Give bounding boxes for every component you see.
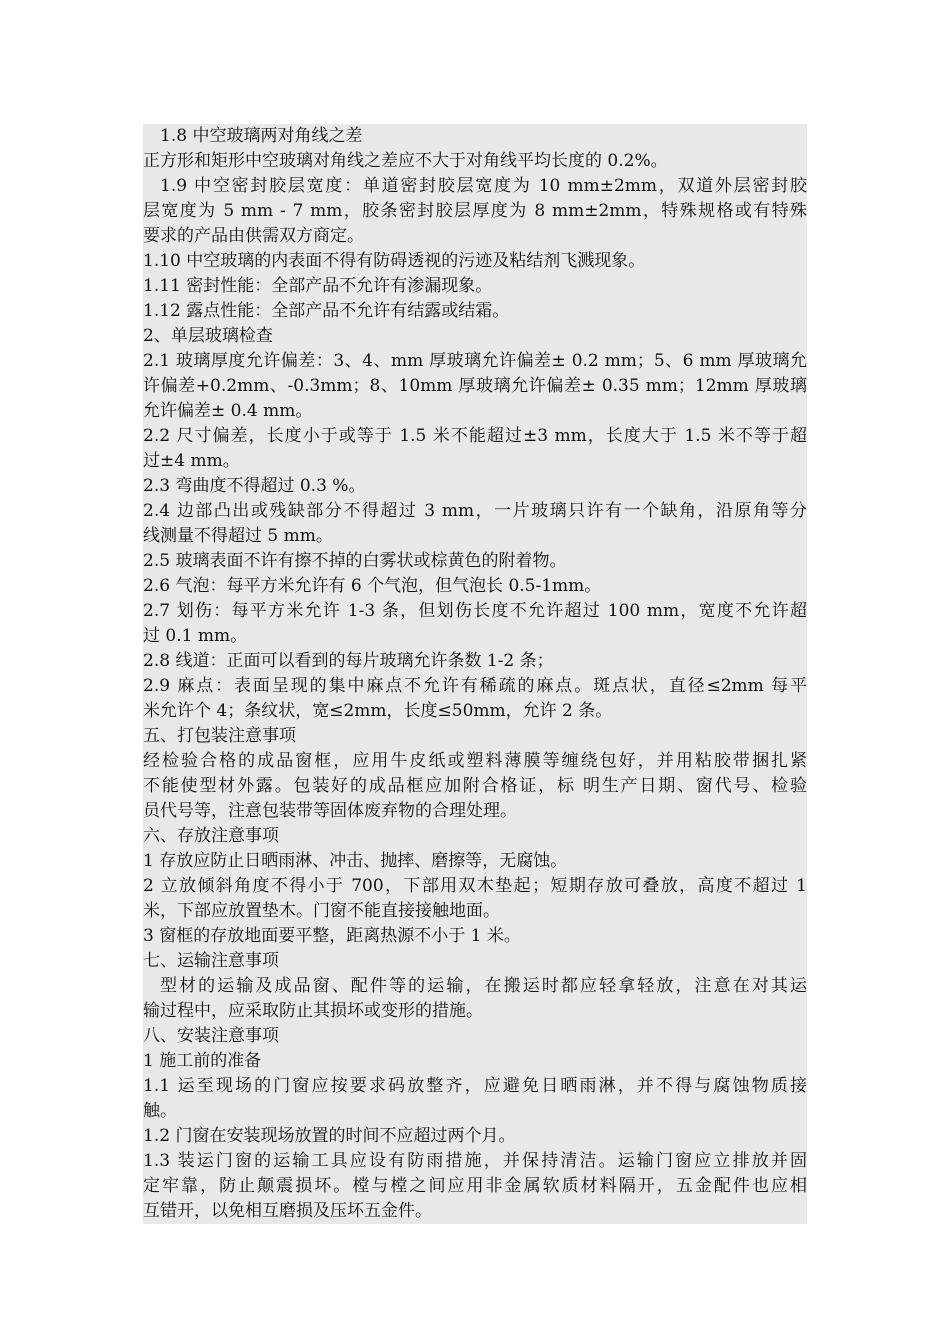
text-line: 五、打包装注意事项 [143, 726, 296, 746]
text-line: 员代号等，注意包装带等固体废弃物的合理处理。 [143, 801, 517, 821]
text-line: 线测量不得超过 5 mm。 [143, 526, 333, 546]
text-line: 要求的产品由供需双方商定。 [143, 226, 364, 246]
text-line: 2.5 玻璃表面不许有擦不掉的白雾状或棕黄色的附着物。 [143, 551, 567, 571]
text-line: 不能使型材外露。包装好的成品框应加附合格证，标 明生产日期、窗代号、检验 [143, 776, 807, 796]
text-line: 2、单层玻璃检查 [143, 326, 273, 346]
text-line: 定牢靠，防止颠震损坏。樘与樘之间应用非金属软质材料隔开，五金配件也应相 [143, 1176, 807, 1196]
text-line: 1 施工前的准备 [143, 1051, 262, 1071]
text-line: 层宽度为 5 mm - 7 mm，胶条密封胶层厚度为 8 mm±2mm，特殊规格或有特殊 [143, 201, 807, 221]
text-line: 1.12 露点性能：全部产品不允许有结露或结霜。 [143, 301, 510, 321]
text-line: 1.10 中空玻璃的内表面不得有防碍透视的污迹及粘结剂飞溅现象。 [143, 251, 646, 271]
text-line: 2.8 线道：正面可以看到的每片玻璃允许条数 1-2 条； [143, 651, 554, 671]
text-line: 七、运输注意事项 [143, 951, 279, 971]
text-line: 过±4 mm。 [143, 451, 240, 471]
text-line: 六、存放注意事项 [143, 826, 279, 846]
text-line: 过 0.1 mm。 [143, 626, 248, 646]
text-line: 1.2 门窗在安装现场放置的时间不应超过两个月。 [143, 1126, 516, 1146]
text-line: 2.2 尺寸偏差，长度小于或等于 1.5 米不能超过±3 mm，长度大于 1.5 米不等于超 [143, 426, 807, 446]
text-line: 1.9 中空密封胶层宽度：单道密封胶层宽度为 10 mm±2mm，双道外层密封胶 [160, 176, 807, 196]
text-line: 1 存放应防止日晒雨淋、冲击、抛摔、磨擦等，无腐蚀。 [143, 851, 568, 871]
text-line: 正方形和矩形中空玻璃对角线之差应不大于对角线平均长度的 0.2%。 [143, 151, 668, 171]
text-line: 2.9 麻点：表面呈现的集中麻点不允许有稀疏的麻点。斑点状，直径≤2mm 每平 [143, 676, 807, 696]
text-line: 1.3 装运门窗的运输工具应设有防雨措施，并保持清洁。运输门窗应立排放并固 [143, 1151, 807, 1171]
text-line: 2.3 弯曲度不得超过 0.3 %。 [143, 476, 366, 496]
text-line: 米，下部应放置垫木。门窗不能直接接触地面。 [143, 901, 500, 921]
text-line: 2 立放倾斜角度不得小于 700，下部用双木垫起；短期存放可叠放，高度不超过 1 [143, 876, 807, 896]
text-line: 许偏差+0.2mm、-0.3mm；8、10mm 厚玻璃允许偏差± 0.35 mm；12mm 厚玻璃 [143, 376, 807, 396]
text-line: 2.4 边部凸出或残缺部分不得超过 3 mm，一片玻璃只许有一个缺角，沿原角等分 [143, 501, 807, 521]
text-line: 米允许个 4；条纹状，宽≤2mm，长度≤50mm，允许 2 条。 [143, 701, 613, 721]
text-line: 触。 [143, 1101, 177, 1121]
text-line: 1.11 密封性能：全部产品不允许有渗漏现象。 [143, 276, 493, 296]
document-page [143, 124, 807, 1224]
text-line: 八、安装注意事项 [143, 1026, 279, 1046]
text-line: 1.8 中空玻璃两对角线之差 [160, 126, 363, 146]
text-line: 允许偏差± 0.4 mm。 [143, 401, 313, 421]
text-line: 互错开，以免相互磨损及压坏五金件。 [143, 1201, 432, 1221]
text-line: 1.1 运至现场的门窗应按要求码放整齐，应避免日晒雨淋，并不得与腐蚀物质接 [143, 1076, 807, 1096]
text-line: 型材的运输及成品窗、配件等的运输，在搬运时都应轻拿轻放，注意在对其运 [160, 976, 807, 996]
text-line: 输过程中，应采取防止其损坏或变形的措施。 [143, 1001, 483, 1021]
text-line: 经检验合格的成品窗框，应用牛皮纸或塑料薄膜等缠绕包好，并用粘胶带捆扎紧 [143, 751, 807, 771]
text-line: 2.7 划伤：每平方米允许 1-3 条，但划伤长度不允许超过 100 mm，宽度不允许超 [143, 601, 807, 621]
text-line: 2.1 玻璃厚度允许偏差：3、4、mm 厚玻璃允许偏差± 0.2 mm；5、6 mm 厚玻璃允 [143, 351, 807, 371]
text-line: 3 窗框的存放地面要平整，距离热源不小于 1 米。 [143, 926, 521, 946]
text-line: 2.6 气泡：每平方米允许有 6 个气泡，但气泡长 0.5-1mm。 [143, 576, 602, 596]
